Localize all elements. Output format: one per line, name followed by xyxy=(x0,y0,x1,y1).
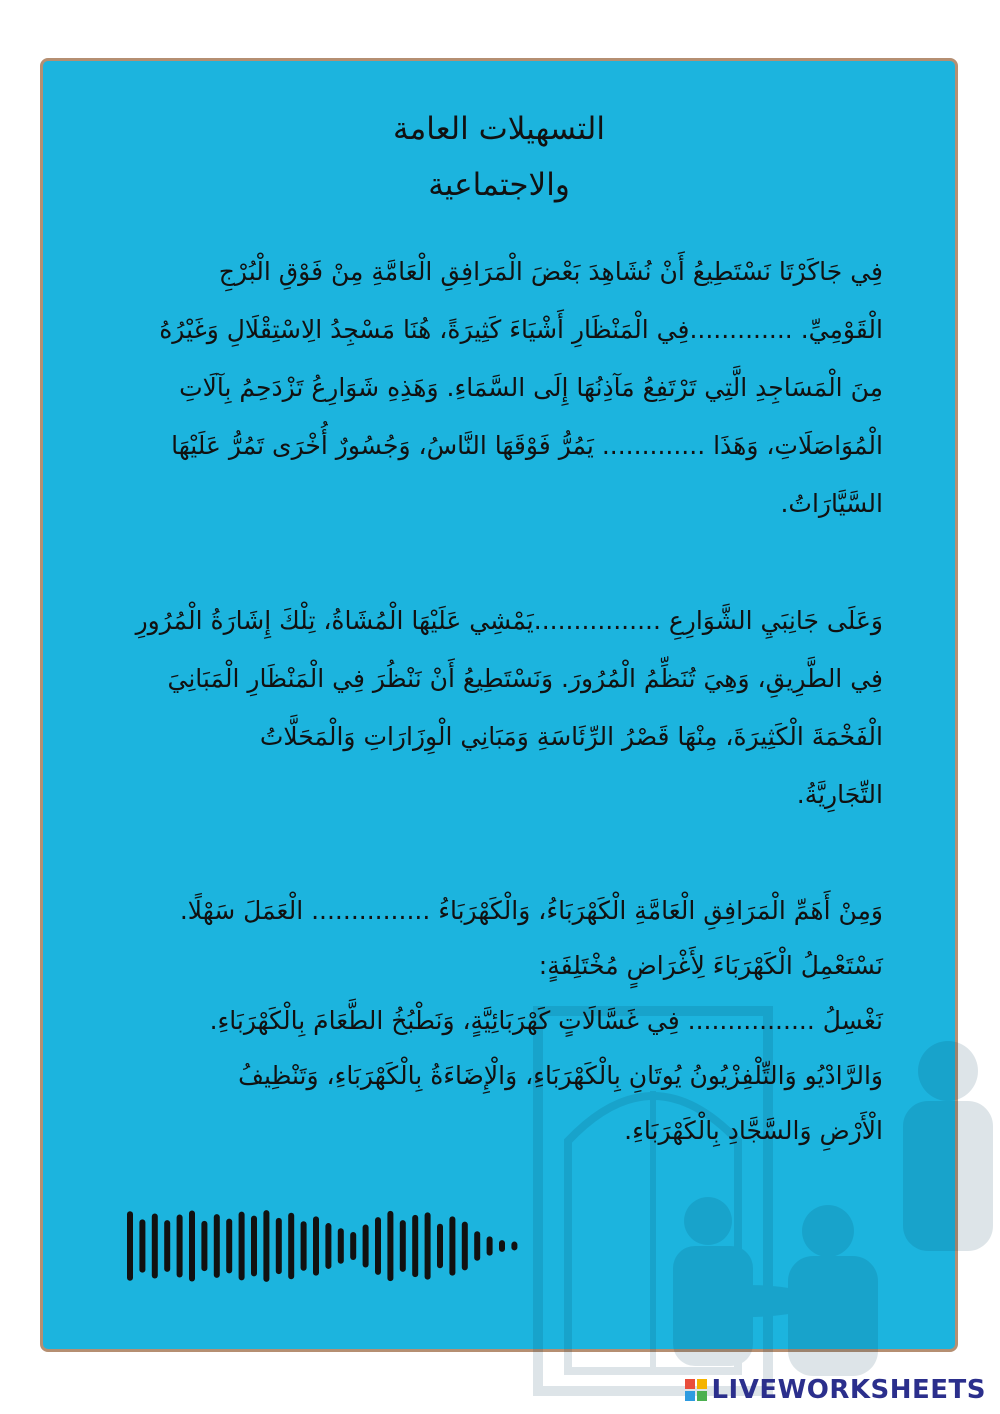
waveform-bar xyxy=(499,1240,505,1252)
waveform-bar xyxy=(363,1225,369,1268)
paragraph-line: الْفَخْمَةَ الْكَثِيرَةَ، مِنْهَا قَصْرُ الرِّئَاسَةِ وَمَبَانِي الْوِزَارَاتِ وَالْمَحَلَّاتُ xyxy=(259,722,883,751)
waveform-bar xyxy=(139,1219,145,1272)
waveform-bar xyxy=(152,1213,158,1278)
paragraph-line: الْقَوْمِيِّ. .............فِي الْمَنْظَارِ أَشْيَاءَ كَثِيرَةً، هُنَا مَسْجِدُ الِاسْتِقْلَالِ وَغَيْرُهُ xyxy=(159,315,883,344)
waveform-bar xyxy=(511,1242,517,1251)
paragraph-line: مِنَ الْمَسَاجِدِ الَّتِي تَرْتَفِعُ مَآذِنُهَا إِلَى السَّمَاءِ. وَهَذِهِ شَوَارِعُ تَزْدَحِمُ بِآلَاتِ xyxy=(179,373,883,402)
paragraph-line: وَمِنْ أَهَمِّ الْمَرَافِقِ الْعَامَّةِ الْكَهْرَبَاءُ، وَالْكَهْرَبَاءُ ............... الْعَمَلَ سَهْلًا. xyxy=(179,896,883,925)
waveform-bar xyxy=(127,1211,133,1281)
waveform-bar xyxy=(263,1210,269,1282)
waveform-bar xyxy=(214,1214,220,1278)
live-logo-icon xyxy=(685,1379,707,1401)
paragraph-line: نَسْتَعْمِلُ الْكَهْرَبَاءَ لِأَغْرَاضٍ مُخْتَلِفَةٍ: xyxy=(538,951,883,980)
paragraph-line: فِي الطَّرِيقِ، وَهِيَ تُنَظِّمُ الْمُرُورَ. وَنَسْتَطِيعُ أَنْ نَنْظُرَ فِي الْمَنْظَارِ الْمَبَانِيَ xyxy=(167,664,883,693)
title-line-2: والاجتماعية xyxy=(428,167,570,203)
paragraph-line: فِي جَاكَرْتَا نَسْتَطِيعُ أَنْ نُشَاهِدَ بَعْضَ الْمَرَافِقِ الْعَامَّةِ مِنْ فَوْقِ الْبُرْجِ xyxy=(218,257,883,286)
liveworksheets-logo[interactable] xyxy=(685,1377,986,1403)
waveform-bar xyxy=(189,1210,195,1281)
waveform-bar xyxy=(301,1221,307,1271)
waveform-bar xyxy=(462,1222,468,1271)
waveform-bar xyxy=(201,1221,207,1271)
title-line-1: التسهيلات العامة xyxy=(393,111,605,147)
paragraph-2 xyxy=(115,592,883,824)
paragraph-1 xyxy=(115,243,883,533)
paragraph-line: السَّيَّارَاتُ. xyxy=(780,489,883,518)
waveform-bar xyxy=(387,1211,393,1281)
waveform-bar xyxy=(375,1217,381,1275)
paragraph-line: وَالرَّادْيُو وَالتِّلْفِزْيُونُ يُوتَانِ بِالْكَهْرَبَاءِ، وَالْإِضَاءَةُ بِالْكَهْرَبَاءِ، وَتَنْظِيفُ xyxy=(238,1061,883,1090)
waveform-bar xyxy=(276,1218,282,1274)
waveform-bar xyxy=(412,1215,418,1277)
audio-waveform-icon[interactable] xyxy=(123,1206,543,1286)
waveform-bar xyxy=(437,1224,443,1268)
paragraph-line: الْمُوَاصَلَاتِ، وَهَذَا ............. يَمُرُّ فَوْقَهَا النَّاسُ، وَجُسُورٌ أُخْرَى تَمُرُّ عَلَيْهَا xyxy=(171,431,883,460)
waveform-bar xyxy=(350,1232,356,1260)
waveform-bar xyxy=(177,1215,183,1278)
waveform-bar xyxy=(338,1228,344,1264)
waveform-bar xyxy=(313,1216,319,1275)
waveform-bar xyxy=(400,1220,406,1272)
waveform-bar xyxy=(449,1216,455,1275)
paragraph-3 xyxy=(115,883,883,1158)
worksheet-page xyxy=(40,58,958,1352)
waveform-bar xyxy=(474,1231,480,1261)
waveform-bar xyxy=(288,1213,294,1280)
waveform-bar xyxy=(325,1223,331,1269)
waveform-bar xyxy=(251,1216,257,1277)
paragraph-line: نَغْسِلُ ................ فِي غَسَّالَاتٍ كَهْرَبَائِيَّةٍ، وَنَطْبُخُ الطَّعَامَ بِالْكَهْرَبَاءِ. xyxy=(209,1006,883,1035)
brand-name: LIVEWORKSHEETS xyxy=(711,1375,986,1405)
waveform-bar xyxy=(239,1212,245,1281)
waveform-bar xyxy=(487,1236,493,1255)
waveform-bar xyxy=(164,1220,170,1272)
waveform-bar xyxy=(226,1219,232,1274)
paragraph-line: التِّجَارِيَّةُ. xyxy=(796,780,883,809)
waveform-bar xyxy=(425,1212,431,1279)
paragraph-line: الْأَرْضِ وَالسَّجَّادِ بِالْكَهْرَبَاءِ. xyxy=(624,1116,883,1145)
paragraph-line: وَعَلَى جَانِبَيِ الشَّوَارِعِ ................يَمْشِي عَلَيْهَا الْمُشَاةُ، تِلْكَ إِشَارَةُ الْمُرُورِ xyxy=(135,606,883,635)
